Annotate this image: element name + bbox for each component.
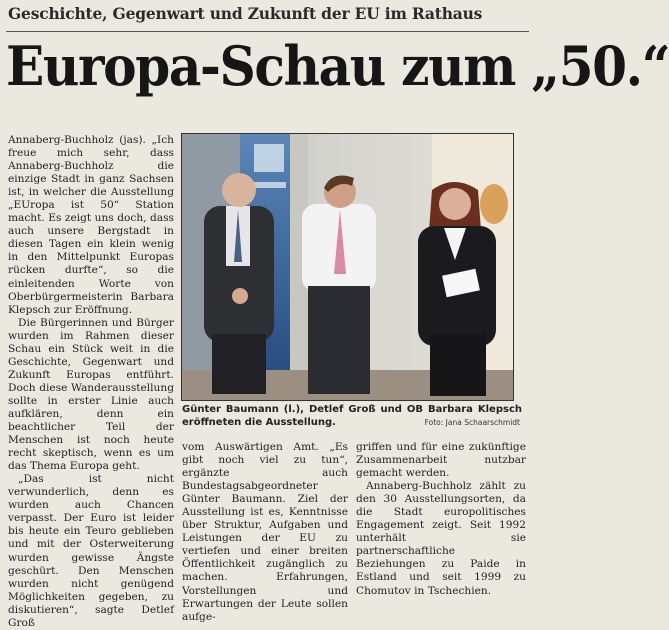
article-column-1 [8, 134, 174, 629]
person-middle [302, 176, 376, 394]
article-column-3 [356, 441, 526, 611]
photo-caption: Günter Baumann (l.), Detlef Groß und OB Barbara Klepsch eröffneten die Ausstellung. [182, 404, 522, 428]
photo-illustration [182, 134, 513, 400]
header-rule [6, 31, 529, 32]
paragraph: Die Bürgerinnen und Bürger wurden im Rahmen dieser Schau ein Stück weit in die Geschichte, Gegenwart und Zukunft Europas entführt. Doch diese Wanderausstellung sollte in erster Linie auch aufklären, denn ein beachtlicher Teil der Menschen ist noch heute recht skeptisch, wenn es um das Thema Europa geht. [8, 316, 174, 473]
article-column-2 [182, 441, 348, 623]
paragraph: „Das ist nicht verwunderlich, denn es wurden auch Chancen verpasst. Der Euro ist leider bis heute ein Teuro geblieben und mit der Osterweiterung wurden gewisse Ängste geschürt. Den Menschen wurden nicht genügend Möglichkeiten gegeben, zu diskutieren“, sagte Detlef Groß [8, 473, 174, 629]
paragraph: Annaberg-Buchholz zählt zu den 30 Ausstellungsorten, da die Stadt europolitisches Engagement zeigt. Seit 1992 unterhält sie partnerschaftliche Beziehungen zu Paide in Estland und seit 1999 zu Chomutov in Tschechien. [356, 480, 526, 597]
paragraph: griffen und für eine zukünftige Zusammenarbeit nutzbar gemacht werden. [356, 441, 526, 480]
paragraph: Annaberg-Buchholz (jas). „Ich freue mich sehr, dass Annaberg-Buchholz die einzige Stadt in ganz Sachsen ist, in welcher die Ausstellung „EUropa ist 50“ Station macht. Es zeigt uns doch, dass auch unsere Bergstadt in diesen Tagen ein klein wenig in den Mittelpunkt Europas rücken durfte“, so die einleitenden Worte von Oberbürgermeisterin Barbara Klepsch zur Eröffnung. [8, 134, 174, 316]
headline: Europa-Schau zum „50.“ [6, 34, 669, 98]
paragraph: vom Auswärtigen Amt. „Es gibt noch viel zu tun“, ergänzte auch Bundestagsabgeordneter Günter Baumann. Ziel der Ausstellung ist es, Kenntnisse über Struktur, Aufgaben und Leistungen der EU zu vertiefen und einer breiten Öffentlichkeit zugänglich zu machen. Erfahrungen, Vorstellungen und Erwartungen der Leute sollen aufge- [182, 441, 348, 623]
article-photo [181, 133, 514, 401]
kicker-line: Geschichte, Gegenwart und Zukunft der EU im Rathaus [8, 4, 483, 23]
photo-credit: Foto: Jana Schaarschmidt [424, 418, 520, 427]
